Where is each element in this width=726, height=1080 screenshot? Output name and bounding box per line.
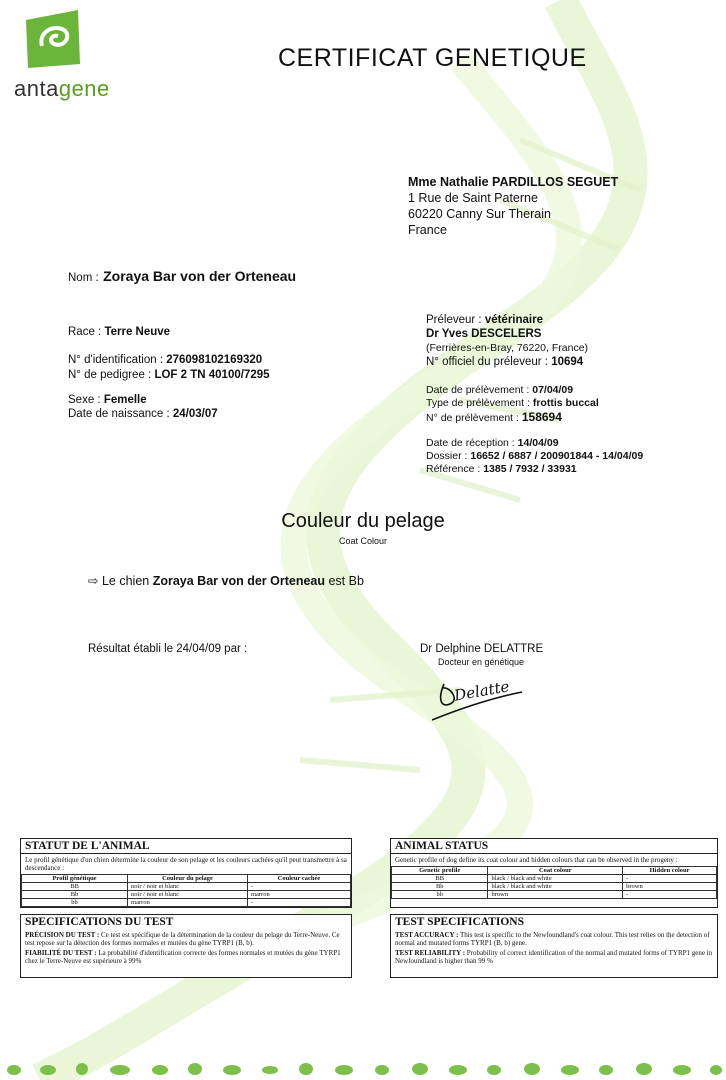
- spec-fr-title: SPECIFICATIONS DU TEST: [25, 916, 174, 928]
- animal-silhouette-strip-icon: [0, 1052, 726, 1080]
- reception-label: Date de réception :: [426, 437, 515, 449]
- vet-name: Dr Yves DESCELERS: [426, 328, 542, 340]
- sexe-row: [68, 394, 147, 406]
- dossier-row: [426, 450, 643, 462]
- table-cell: bb: [22, 899, 128, 907]
- statut-fr-title: STATUT DE L'ANIMAL: [21, 839, 351, 854]
- result-prefix: Le chien: [101, 574, 150, 588]
- sample-num-label: N° de prélèvement :: [426, 412, 519, 424]
- official-label: N° officiel du préleveur :: [426, 356, 549, 368]
- antagene-logo: [20, 6, 86, 72]
- owner-street: 1 Rue de Saint Paterne: [408, 191, 538, 205]
- spec-en-p1-text: This test is specific to the Newfoundland's coat colour. This test relies on the detection of normal and mutated forms TYRP1 (B, b) gene.: [395, 931, 710, 947]
- reference-value: 1385 / 7932 / 33931: [483, 463, 577, 475]
- table-cell: BB: [392, 875, 488, 883]
- spec-en-p1: [391, 929, 717, 949]
- page-title: CERTIFICAT GENETIQUE: [278, 44, 587, 72]
- table-cell: Bb: [22, 891, 128, 899]
- sample-date-row: [426, 384, 573, 396]
- table-cell: -: [247, 883, 350, 891]
- spec-en-p2-text: Probability of correct identification of the normal and mutated forms of TYRP1 gene in Newfoundland is higher than 99 %: [395, 949, 713, 965]
- preleveur-row: [426, 314, 543, 326]
- table-cell: -: [247, 899, 350, 907]
- doctor-name: Dr Delphine DELATTRE: [420, 643, 544, 655]
- owner-address: [408, 174, 618, 238]
- dob-label: Date de naissance :: [68, 408, 170, 420]
- table-cell: noir / noir et blanc: [128, 891, 248, 899]
- signature-text: Delatte: [452, 677, 511, 705]
- result-established: Résultat établi le 24/04/09 par :: [88, 643, 248, 655]
- reference-label: Référence :: [426, 463, 481, 475]
- dob-value: 24/03/07: [172, 408, 218, 420]
- arrow-icon: ⇨: [88, 574, 99, 588]
- statut-fr-table: [21, 874, 351, 907]
- table-cell: marron: [128, 899, 248, 907]
- status-en-title: ANIMAL STATUS: [391, 839, 717, 854]
- race-value: Terre Neuve: [104, 326, 171, 338]
- sample-date-label: Date de prélèvement :: [426, 384, 530, 396]
- sample-num-row: [426, 410, 562, 424]
- spec-fr-box: [20, 914, 352, 978]
- table-row: [22, 883, 351, 891]
- spec-en-p2: [391, 949, 717, 967]
- spec-fr-p1-text: Ce test est spécifique de la détermination de la couleur du pelage du Terre-Neuve. Ce test repose sur la détection des formes normales et mutées du gène TYRP1 (B, b).: [25, 931, 340, 947]
- table-row: [392, 883, 717, 891]
- vet-location: (Ferrières-en-Bray, 76220, France): [426, 342, 589, 354]
- nom-label: Nom :: [68, 272, 99, 284]
- table-header-row: [22, 875, 351, 883]
- spec-en-p1-label: TEST ACCURACY :: [395, 931, 459, 939]
- sample-type-value: frottis buccal: [532, 397, 599, 409]
- statut-fr-text: Le profil génétique d'un chien détermine la couleur de son pelage et les couleurs cachées qu'il peut transmettre à sa descendance :: [25, 856, 347, 872]
- table-cell: black / black and white: [488, 875, 623, 883]
- owner-country: France: [408, 223, 447, 237]
- result-subheading: Coat Colour: [338, 536, 388, 546]
- table-cell: Bb: [392, 883, 488, 891]
- animal-name: Zoraya Bar von der Orteneau: [103, 268, 297, 284]
- reception-row: [426, 437, 559, 449]
- spec-fr-p1: [21, 929, 351, 949]
- preleveur-label: Préleveur :: [426, 314, 482, 326]
- pedigree-value: LOF 2 TN 40100/7295: [154, 369, 270, 381]
- sample-date-value: 07/04/09: [532, 384, 574, 396]
- table-cell: BB: [22, 883, 128, 891]
- race-label: Race :: [68, 326, 102, 338]
- official-value: 10694: [551, 356, 584, 368]
- column-header: Couleur cachée: [247, 875, 350, 883]
- spec-fr-p2: [21, 949, 351, 967]
- reference-row: [426, 463, 577, 475]
- table-row: [22, 899, 351, 907]
- race-row: [68, 326, 170, 338]
- animal-name-row: [68, 268, 296, 286]
- spec-fr-p1-label: PRÉCISION DU TEST :: [25, 931, 100, 939]
- sexe-value: Femelle: [103, 394, 147, 406]
- table-row: [392, 875, 717, 883]
- result-statement: [88, 573, 364, 588]
- pedigree-label: N° de pedigree :: [68, 369, 152, 381]
- id-value: 276098102169320: [166, 354, 263, 366]
- status-en-box: [390, 838, 718, 908]
- table-cell: brown: [488, 891, 623, 899]
- result-genotype: est Bb: [328, 574, 364, 588]
- table-cell: noir / noir et blanc: [128, 883, 248, 891]
- id-label: N° d'identification :: [68, 354, 164, 366]
- statut-fr-box: [20, 838, 352, 908]
- result-dog: Zoraya Bar von der Orteneau: [152, 574, 325, 588]
- status-en-text: Genetic profile of dog define its coat colour and hidden colours that can be observed in the progeny :: [395, 856, 678, 864]
- spec-fr-p2-text: La probabilité d'identification correcte des formes normales et mutées du gène TYRP1 chez le Terre-Neuve est supérieure à 99%: [25, 949, 341, 965]
- spec-fr-p2-label: FIABILITÉ DU TEST :: [25, 949, 97, 957]
- table-row: [22, 891, 351, 899]
- dob-row: [68, 408, 218, 420]
- sample-type-label: Type de prélèvement :: [426, 397, 530, 409]
- sample-type-row: [426, 397, 599, 409]
- owner-name: Mme Nathalie PARDILLOS SEGUET: [408, 175, 619, 189]
- brand-name: antagene: [14, 76, 110, 101]
- spec-en-p2-label: TEST RELIABILITY :: [395, 949, 466, 957]
- table-cell: -: [623, 875, 717, 883]
- result-heading: Couleur du pelage: [281, 510, 445, 532]
- spec-en-title: TEST SPECIFICATIONS: [395, 916, 524, 928]
- column-header: Profil génétique: [22, 875, 128, 883]
- dossier-label: Dossier :: [426, 450, 468, 462]
- table-header-row: [392, 867, 717, 875]
- dossier-value: 16652 / 6887 / 200901844 - 14/04/09: [470, 450, 644, 462]
- sexe-label: Sexe :: [68, 394, 101, 406]
- column-header: Genetic profile: [392, 867, 488, 875]
- id-row: [68, 354, 262, 366]
- column-header: Hidden colour: [623, 867, 717, 875]
- preleveur-value: vétérinaire: [484, 314, 543, 326]
- doctor-title: Docteur en génétique: [438, 657, 525, 667]
- sample-num-value: 158694: [521, 410, 562, 424]
- column-header: Coat colour: [488, 867, 623, 875]
- table-row: [392, 891, 717, 899]
- column-header: Couleur du pelage: [128, 875, 248, 883]
- table-cell: marron: [247, 891, 350, 899]
- table-cell: brown: [623, 883, 717, 891]
- status-en-table: [391, 866, 717, 899]
- pedigree-row: [68, 369, 270, 381]
- owner-city: 60220 Canny Sur Therain: [408, 207, 551, 221]
- table-cell: black / black and white: [488, 883, 623, 891]
- reception-value: 14/04/09: [517, 437, 559, 449]
- table-cell: bb: [392, 891, 488, 899]
- official-row: [426, 356, 583, 368]
- spec-en-box: [390, 914, 718, 978]
- table-cell: -: [623, 891, 717, 899]
- signature: [432, 678, 542, 722]
